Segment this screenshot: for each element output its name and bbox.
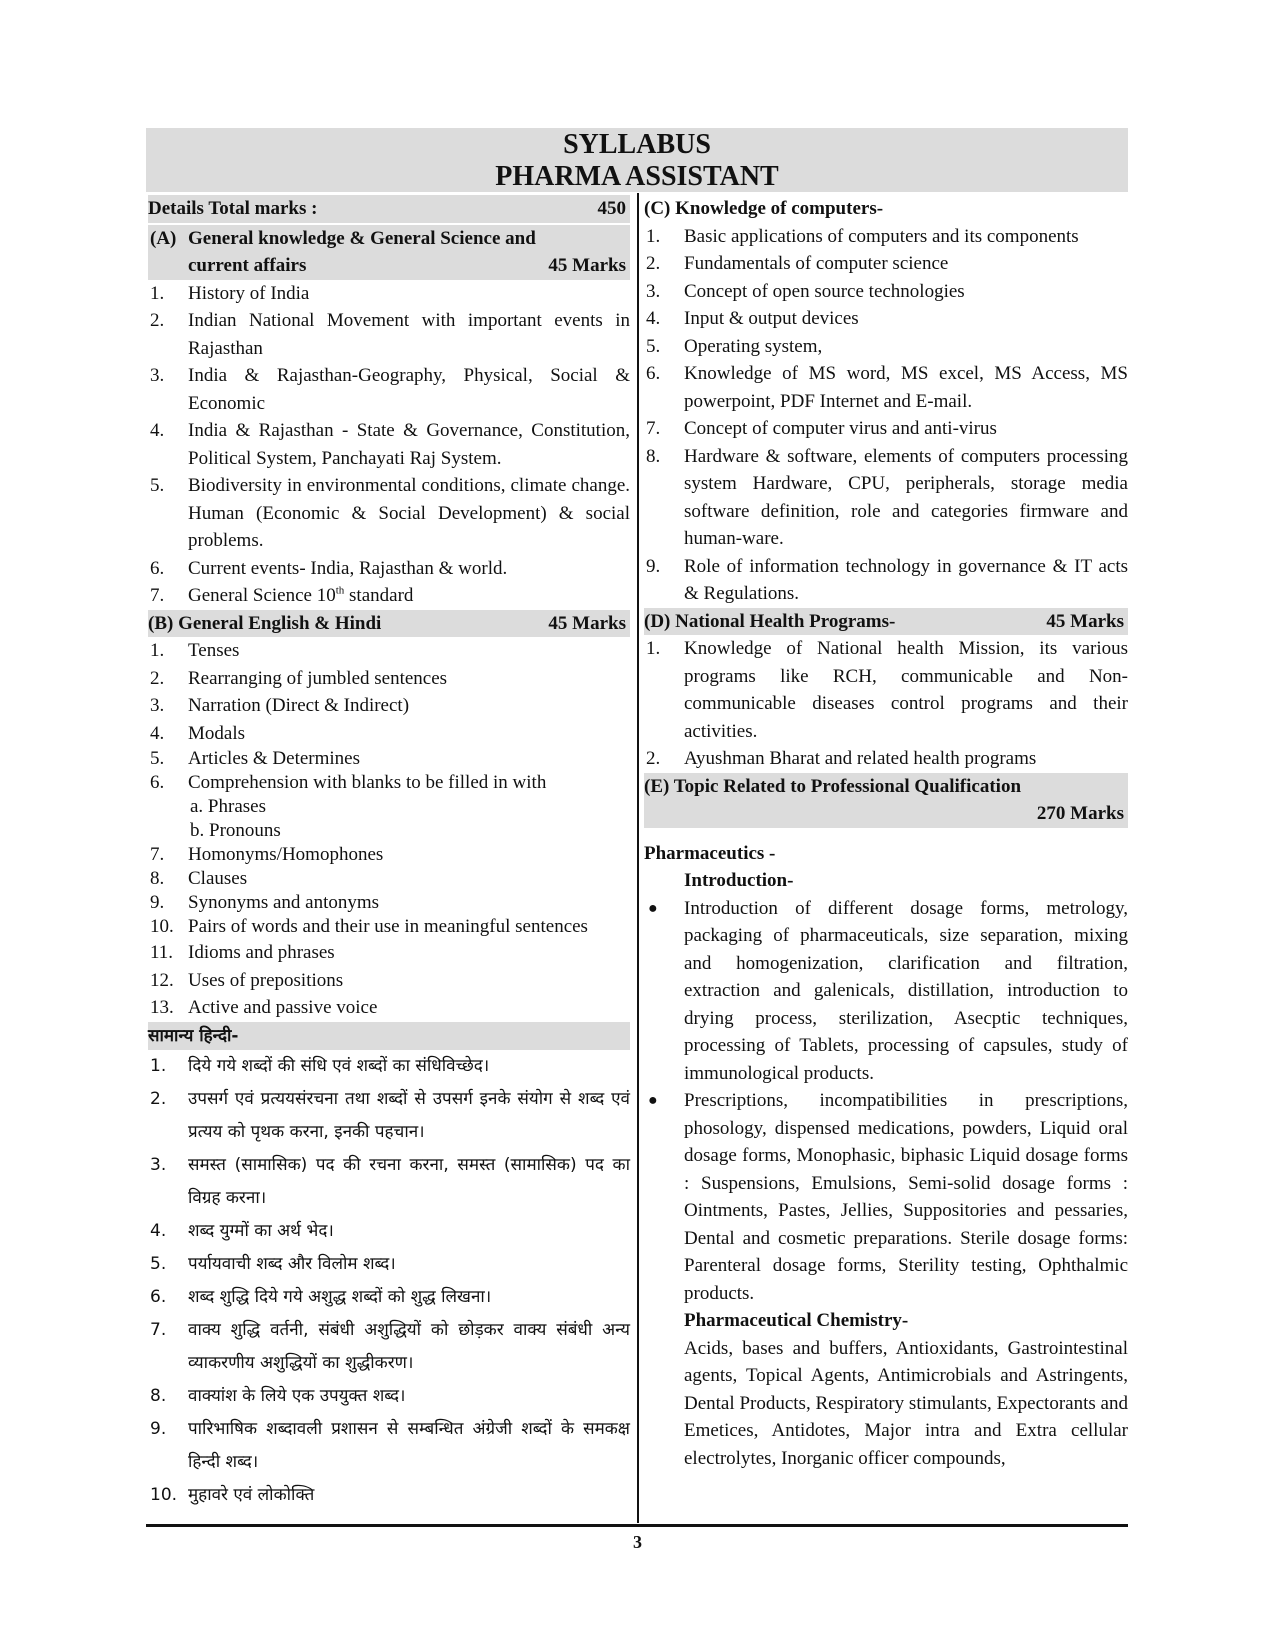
section-b-header bbox=[148, 610, 630, 638]
list-item: 10. मुहावरे एवं लोकोक्ति bbox=[150, 1484, 315, 1505]
list-item: 5. Operating system, bbox=[646, 335, 823, 357]
section-c-header: (C) Knowledge of computers- bbox=[644, 198, 884, 219]
section-b-marks: 45 Marks bbox=[548, 612, 626, 634]
list-item: 5. पर्यायवाची शब्द और विलोम शब्द। bbox=[150, 1253, 396, 1274]
list-item: 8. वाक्यांश के लिये एक उपयुक्त शब्द। bbox=[150, 1385, 406, 1406]
section-b-title: (B) General English & Hindi bbox=[148, 612, 382, 634]
details-total-marks bbox=[148, 195, 630, 223]
page-number: 3 bbox=[633, 1532, 642, 1552]
list-item: 13. Active and passive voice bbox=[150, 997, 378, 1018]
list-item: 8. Clauses bbox=[150, 868, 248, 889]
list-item: 2. Rearranging of jumbled sentences bbox=[150, 667, 448, 689]
section-e-marks: 270 Marks bbox=[1036, 803, 1124, 824]
section-a-header bbox=[148, 225, 630, 280]
bullet-icon: ● bbox=[648, 1092, 658, 1109]
list-item: 1. Basic applications of computers and its components bbox=[646, 225, 1079, 247]
list-item: 4. India & Rajasthan - State & Governance, Constitution, Political System, Panchayati Raj System. bbox=[150, 420, 630, 469]
list-item: 4. Input & output devices bbox=[646, 308, 859, 329]
list-item: 3. Narration (Direct & Indirect) bbox=[150, 695, 410, 716]
list-item: 2. उपसर्ग एवं प्रत्ययसंरचना तथा शब्दों से उपसर्ग इनके संयोग से शब्द एवं प्रत्यय को पृथक करना, इनकी पहचान। bbox=[150, 1088, 630, 1142]
list-item: 3. समस्त (सामासिक) पद की रचना करना, समस्त (सामासिक) पद का विग्रह करना। bbox=[150, 1154, 630, 1208]
list-item: 7. General Science 10th standard bbox=[150, 584, 414, 606]
list-item: 7. Concept of computer virus and anti-virus bbox=[646, 418, 997, 439]
list-item: 4. Modals bbox=[150, 722, 245, 744]
pharmaceutics-title: Pharmaceutics - bbox=[644, 842, 776, 864]
section-d-title: (D) National Health Programs- bbox=[644, 610, 896, 632]
right-column bbox=[644, 195, 1128, 1472]
list-item: 4. शब्द युग्मों का अर्थ भेद। bbox=[150, 1220, 334, 1241]
left-column bbox=[148, 195, 630, 1512]
list-item: 1. History of India bbox=[150, 282, 310, 304]
bottom-rule bbox=[146, 1524, 1128, 1527]
list-item: 3. Concept of open source technologies bbox=[646, 280, 965, 302]
list-item: 2. Fundamentals of computer science bbox=[646, 253, 949, 274]
column-divider bbox=[637, 193, 639, 1523]
section-d-marks: 45 Marks bbox=[1046, 610, 1124, 632]
list-item: 11. Idioms and phrases bbox=[150, 942, 335, 963]
list-item: 9. पारिभाषिक शब्दावली प्रशासन से सम्बन्धित अंग्रेजी शब्दों के समकक्ष हिन्दी शब्द। bbox=[150, 1418, 630, 1472]
list-item: 10. Pairs of words and their use in meaningful sentences bbox=[150, 916, 588, 937]
section-d-header bbox=[644, 608, 1128, 636]
hindi-section-title: सामान्य हिन्दी- bbox=[148, 1025, 239, 1046]
list-item: 3. India & Rajasthan-Geography, Physical, Social & Economic bbox=[150, 365, 630, 414]
section-e-header bbox=[644, 773, 1128, 828]
pharma-chemistry-text: Acids, bases and buffers, Antioxidants, Gastrointestinal agents, Topical Agents, Antimicrobials and Astringents, Dental Products, Respiratory stimulants, Expectorants and Emetices, Antidotes, Major intra and Extra cellular electrolytes, Inorganic officer compounds, bbox=[684, 1337, 1128, 1469]
list-item: 12. Uses of prepositions bbox=[150, 969, 344, 991]
list-item: 6. शब्द शुद्धि दिये गये अशुद्ध शब्दों को शुद्ध लिखना। bbox=[150, 1286, 492, 1307]
list-item: 9. Role of information technology in governance & IT acts & Regulations. bbox=[646, 555, 1128, 604]
pharmaceutics-bullets bbox=[644, 895, 1128, 1308]
hindi-list bbox=[148, 1050, 630, 1512]
sub-item: b. Pronouns bbox=[190, 820, 281, 841]
list-item: 5. Articles & Determines bbox=[150, 748, 361, 769]
section-e-title: (E) Topic Related to Professional Qualification bbox=[644, 775, 1022, 797]
list-item: 2. Indian National Movement with important events in Rajasthan bbox=[150, 310, 630, 359]
section-a-title-line1: General knowledge & General Science and bbox=[188, 227, 536, 249]
list-item: 6. Comprehension with blanks to be filled in with bbox=[150, 772, 547, 793]
bullet-icon: ● bbox=[648, 899, 658, 917]
section-a-list bbox=[148, 280, 630, 610]
list-item: 5. Biodiversity in environmental conditions, climate change. Human (Economic & Social Development) & social problems. bbox=[150, 475, 630, 551]
list-item: 7. वाक्य शुद्धि वर्तनी, संबंधी अशुद्धियों को छोड़कर वाक्य संबंधी अन्य व्याकरणीय अशुद्धियों का शुद्धीकरण। bbox=[150, 1319, 630, 1373]
section-c-list bbox=[644, 223, 1128, 608]
bullet-item: ● Prescriptions, incompatibilities in prescriptions, phosology, dispensed medications, powders, Liquid oral dosage forms, Monophasic, biphasic Liquid dosage forms : Suspensions, Emulsions, Semi-solid dosage forms : Ointments, Pastes, Jellies, Suppositories and pessaries, Dental and cosmetic preparations. Sterile dosage forms: Parenteral dosage forms, Sterility testing, Ophthalmic products. bbox=[644, 1087, 1128, 1307]
list-item: 2. Ayushman Bharat and related health programs bbox=[646, 748, 1037, 769]
section-b-list bbox=[148, 637, 630, 1022]
section-a-title-line2: current affairs bbox=[188, 255, 307, 276]
list-item: 9. Synonyms and antonyms bbox=[150, 892, 380, 913]
title-block bbox=[146, 128, 1128, 192]
hindi-section-header bbox=[148, 1022, 630, 1050]
page-title: SYLLABUS bbox=[563, 129, 711, 160]
section-d-list bbox=[644, 635, 1128, 773]
list-item: 1. Tenses bbox=[150, 640, 240, 661]
list-item: 6. Knowledge of MS word, MS excel, MS Access, MS powerpoint, PDF Internet and E-mail. bbox=[646, 363, 1128, 412]
list-item: 1. दिये गये शब्दों की संधि एवं शब्दों का संधिविच्छेद। bbox=[150, 1055, 490, 1076]
section-a-letter: (A) bbox=[150, 227, 177, 249]
details-value: 450 bbox=[597, 198, 626, 219]
list-item: 1. Knowledge of National health Mission, its various programs like RCH, communicable and Non-communicable diseases control programs and their activities. bbox=[646, 638, 1128, 742]
introduction-subtitle: Introduction- bbox=[684, 870, 794, 891]
sub-item: a. Phrases bbox=[190, 796, 266, 817]
list-item: 7. Homonyms/Homophones bbox=[150, 844, 384, 865]
details-label: Details Total marks : bbox=[148, 198, 318, 219]
list-item: 8. Hardware & software, elements of computers processing system Hardware, CPU, peripherals, storage media software definition, role and categories firmware and human-ware. bbox=[646, 445, 1128, 549]
pharma-chemistry-title: Pharmaceutical Chemistry- bbox=[684, 1310, 909, 1331]
section-a-marks: 45 Marks bbox=[548, 255, 626, 276]
bullet-item: ● Introduction of different dosage forms, metrology, packaging of pharmaceuticals, size separation, mixing and homogenization, clarification and filtration, extraction and galenicals, distillation, introduction to drying process, sterilization, Asecptic techniques, processing of Tablets, processing of capsules, study of immunological products. bbox=[644, 895, 1128, 1088]
list-item: 6. Current events- India, Rajasthan & world. bbox=[150, 557, 508, 579]
page-subtitle: PHARMA ASSISTANT bbox=[495, 161, 779, 192]
